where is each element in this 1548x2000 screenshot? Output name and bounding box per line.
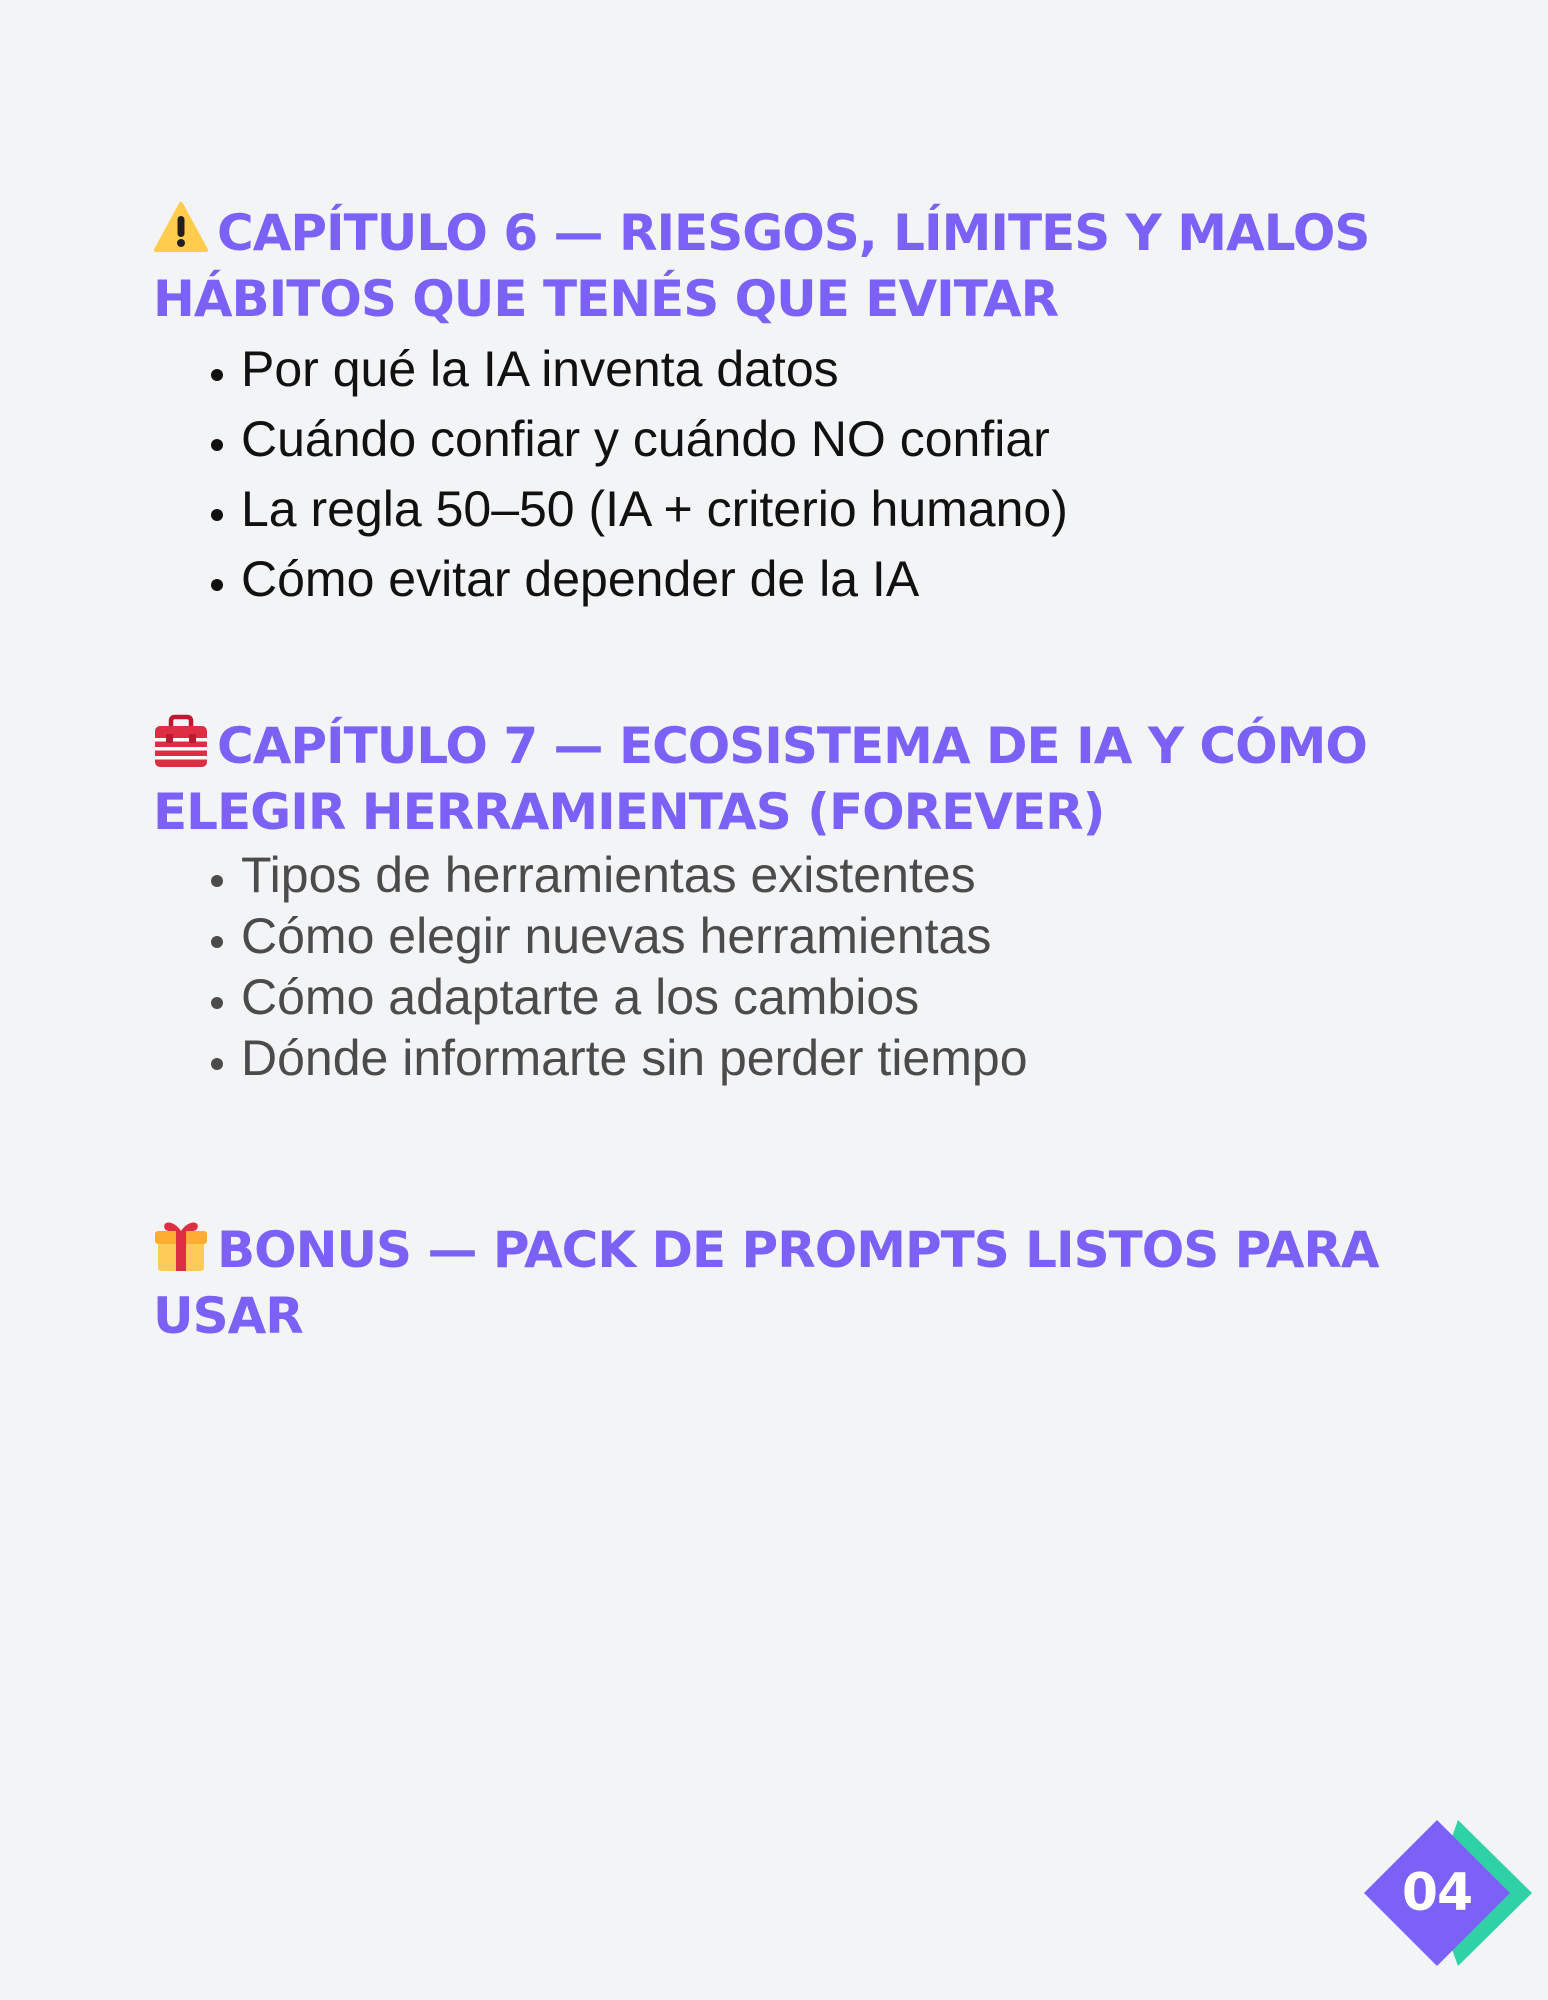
warning-icon <box>153 200 209 256</box>
chapter-6-list <box>153 334 1403 614</box>
list-item: • Cuándo confiar y cuándo NO confiar <box>241 404 1403 474</box>
chapter-7-list <box>153 845 1403 1089</box>
chapter-6-section <box>153 200 1403 614</box>
list-item: • La regla 50–50 (IA + criterio humano) <box>241 474 1403 544</box>
bonus-heading <box>153 1217 1403 1349</box>
chapter-7-title: CAPÍTULO 7 — ECOSISTEMA DE IA Y CÓMO ELEGIR HERRAMIENTAS (FOREVER) <box>153 717 1367 841</box>
bonus-title: BONUS — PACK DE PROMPTS LISTOS PARA USAR <box>153 1221 1379 1345</box>
list-item: • Por qué la IA inventa datos <box>241 334 1403 404</box>
list-item: • Cómo elegir nuevas herramientas <box>241 906 1403 967</box>
page-number-badge <box>1362 1818 1532 1968</box>
list-item: • Cómo adaptarte a los cambios <box>241 967 1403 1028</box>
list-item: • Tipos de herramientas existentes <box>241 845 1403 906</box>
toolbox-icon <box>153 713 209 769</box>
list-item: • Cómo evitar depender de la IA <box>241 544 1403 614</box>
list-item: • Dónde informarte sin perder tiempo <box>241 1028 1403 1089</box>
chapter-7-section <box>153 713 1403 1089</box>
chapter-7-heading <box>153 713 1403 845</box>
bonus-section <box>153 1217 1403 1349</box>
chapter-6-heading <box>153 200 1403 332</box>
page-number: 04 <box>1401 1863 1473 1923</box>
chapter-6-title: CAPÍTULO 6 — RIESGOS, LÍMITES Y MALOS HÁBITOS QUE TENÉS QUE EVITAR <box>153 204 1370 328</box>
gift-icon <box>153 1217 209 1273</box>
